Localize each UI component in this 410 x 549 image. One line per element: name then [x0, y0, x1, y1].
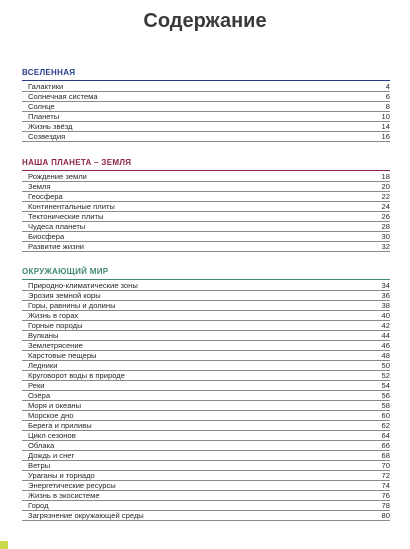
- entry-label: Загрязнение окружающей среды: [28, 511, 144, 520]
- section-title: ВСЕЛЕННАЯ: [22, 68, 390, 81]
- entry-page: 56: [381, 391, 390, 400]
- entry-label: Чудеса планеты: [28, 222, 86, 231]
- entry-label: Созвездия: [28, 132, 66, 141]
- entry-page: 14: [381, 122, 390, 131]
- section-title: НАША ПЛАНЕТА – ЗЕМЛЯ: [22, 158, 390, 171]
- toc-entry[interactable]: [22, 501, 390, 511]
- entry-page: 64: [381, 431, 390, 440]
- entry-page: 8: [385, 102, 390, 111]
- entry-page: 26: [381, 212, 390, 221]
- entry-page: 24: [381, 202, 390, 211]
- entry-label: Геосфера: [28, 192, 63, 201]
- entry-page: 48: [381, 351, 390, 360]
- entry-page: 30: [381, 232, 390, 241]
- entry-label: Галактики: [28, 82, 64, 91]
- toc-entry[interactable]: [22, 451, 390, 461]
- toc-entry[interactable]: [22, 491, 390, 501]
- section-title: ОКРУЖАЮЩИЙ МИР: [22, 267, 390, 280]
- entry-label: Горные породы: [28, 321, 83, 330]
- entry-label: Жизнь звёзд: [28, 122, 73, 131]
- entry-page: 66: [381, 441, 390, 450]
- entry-label: Ураганы и торнадо: [28, 471, 95, 480]
- entry-page: 20: [381, 182, 390, 191]
- toc-entry[interactable]: [22, 92, 390, 102]
- toc-entry[interactable]: [22, 122, 390, 132]
- entry-label: Озёра: [28, 391, 51, 400]
- entry-label: Биосфера: [28, 232, 65, 241]
- entry-label: Город: [28, 501, 49, 510]
- entry-label: Ветры: [28, 461, 51, 470]
- toc-entry[interactable]: [22, 132, 390, 142]
- entry-page: 16: [381, 132, 390, 141]
- toc-entry[interactable]: [22, 301, 390, 311]
- toc-entry[interactable]: [22, 431, 390, 441]
- entry-page: 42: [381, 321, 390, 330]
- toc-entry[interactable]: [22, 82, 390, 92]
- entry-label: Земля: [28, 182, 51, 191]
- toc-entry[interactable]: [22, 401, 390, 411]
- entry-page: 76: [381, 491, 390, 500]
- section-world: [22, 267, 390, 521]
- entry-page: 44: [381, 331, 390, 340]
- entry-page: 58: [381, 401, 390, 410]
- entry-label: Рождение земли: [28, 172, 87, 181]
- entry-label: Дождь и снег: [28, 451, 75, 460]
- entry-page: 50: [381, 361, 390, 370]
- toc-entry[interactable]: [22, 361, 390, 371]
- entry-label: Горы, равнины и долины: [28, 301, 116, 310]
- entry-label: Тектонические плиты: [28, 212, 104, 221]
- entry-label: Морское дно: [28, 411, 74, 420]
- toc-entry[interactable]: [22, 202, 390, 212]
- entry-label: Солнечная система: [28, 92, 98, 101]
- entry-label: Вулканы: [28, 331, 59, 340]
- entry-page: 4: [385, 82, 390, 91]
- section-planet: [22, 158, 390, 252]
- toc-entry[interactable]: [22, 511, 390, 521]
- entry-label: Карстовые пещеры: [28, 351, 97, 360]
- toc-entry[interactable]: [22, 381, 390, 391]
- entry-page: 10: [381, 112, 390, 121]
- entry-label: Реки: [28, 381, 45, 390]
- entry-page: 46: [381, 341, 390, 350]
- entry-label: Эрозия земной коры: [28, 291, 101, 300]
- entry-page: 60: [381, 411, 390, 420]
- entry-label: Жизнь в горах: [28, 311, 79, 320]
- entry-page: 70: [381, 461, 390, 470]
- entry-label: Моря и океаны: [28, 401, 82, 410]
- toc-entry[interactable]: [22, 192, 390, 202]
- toc-entry[interactable]: [22, 212, 390, 222]
- entry-page: 36: [381, 291, 390, 300]
- toc-entry[interactable]: [22, 182, 390, 192]
- entry-page: 22: [381, 192, 390, 201]
- entry-page: 78: [381, 501, 390, 510]
- entry-page: 32: [381, 242, 390, 251]
- toc-entry[interactable]: [22, 371, 390, 381]
- toc-entry[interactable]: [22, 232, 390, 242]
- entry-label: Энергетические ресурсы: [28, 481, 116, 490]
- entry-page: 18: [381, 172, 390, 181]
- entry-page: 28: [381, 222, 390, 231]
- entry-page: 52: [381, 371, 390, 380]
- toc-entry[interactable]: [22, 222, 390, 232]
- toc-entry[interactable]: [22, 351, 390, 361]
- toc-entry[interactable]: [22, 331, 390, 341]
- toc-entry[interactable]: [22, 461, 390, 471]
- toc-entry[interactable]: [22, 421, 390, 431]
- toc-entry[interactable]: [22, 481, 390, 491]
- entry-label: Землетрясение: [28, 341, 83, 350]
- toc-entry[interactable]: [22, 311, 390, 321]
- toc-entry[interactable]: [22, 112, 390, 122]
- toc-entry[interactable]: [22, 411, 390, 421]
- toc-entry[interactable]: [22, 471, 390, 481]
- entry-label: Природно-климатические зоны: [28, 281, 138, 290]
- entry-label: Планеты: [28, 112, 60, 121]
- entry-label: Солнце: [28, 102, 55, 111]
- toc-entry[interactable]: [22, 172, 390, 182]
- entry-label: Круговорот воды в природе: [28, 371, 125, 380]
- entry-page: 68: [381, 451, 390, 460]
- toc-entry[interactable]: [22, 321, 390, 331]
- entry-page: 40: [381, 311, 390, 320]
- section-universe: [22, 68, 390, 142]
- entry-page: 80: [381, 511, 390, 520]
- entry-page: 6: [385, 92, 390, 101]
- corner-accent: [0, 541, 8, 549]
- entry-label: Жизнь в экосистеме: [28, 491, 100, 500]
- toc-entry[interactable]: [22, 281, 390, 291]
- entry-page: 34: [381, 281, 390, 290]
- toc-entry[interactable]: [22, 341, 390, 351]
- entry-label: Берега и приливы: [28, 421, 92, 430]
- page-title: Содержание: [143, 10, 267, 32]
- toc-entry[interactable]: [22, 441, 390, 451]
- entry-page: 62: [381, 421, 390, 430]
- entry-label: Цикл сезонов: [28, 431, 76, 440]
- toc-entry[interactable]: [22, 291, 390, 301]
- toc-entry[interactable]: [22, 102, 390, 112]
- entry-label: Облака: [28, 441, 55, 450]
- entry-label: Континентальные плиты: [28, 202, 115, 211]
- entry-label: Развитие жизни: [28, 242, 84, 251]
- toc-entry[interactable]: [22, 391, 390, 401]
- entry-page: 74: [381, 481, 390, 490]
- entry-page: 54: [381, 381, 390, 390]
- toc-entry[interactable]: [22, 242, 390, 252]
- entry-page: 38: [381, 301, 390, 310]
- entry-label: Ледники: [28, 361, 58, 370]
- entry-page: 72: [381, 471, 390, 480]
